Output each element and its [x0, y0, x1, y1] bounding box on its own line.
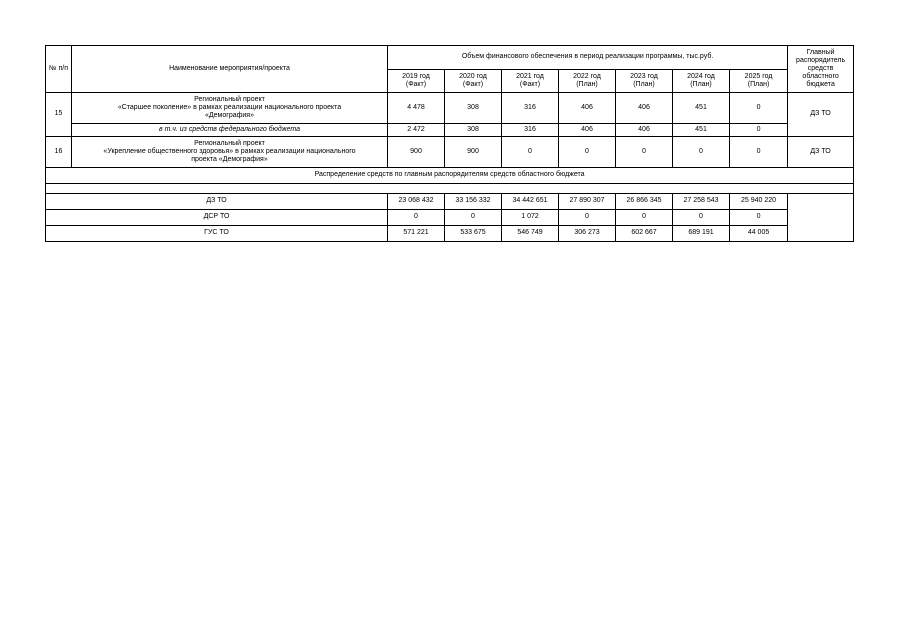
year-label: 2021 год: [516, 72, 544, 80]
value-cell: 2 472: [388, 124, 445, 137]
distribution-label: ГУС ТО: [46, 226, 388, 242]
value-cell: 571 221: [388, 226, 445, 242]
value-cell: 406: [559, 93, 616, 124]
value-cell: 602 667: [616, 226, 673, 242]
table-row: [46, 93, 854, 124]
distributor-cell: ДЗ ТО: [788, 137, 854, 168]
year-type: (План): [576, 81, 598, 88]
value-cell: 0: [673, 137, 730, 168]
year-label: 2023 год: [630, 72, 658, 80]
value-cell: 0: [730, 210, 788, 226]
value-cell: 23 068 432: [388, 194, 445, 210]
value-cell: 0: [730, 93, 788, 124]
value-cell: 900: [445, 137, 502, 168]
year-label: 2019 год: [402, 72, 430, 80]
value-cell: 900: [388, 137, 445, 168]
distribution-title: Распределение средств по главным распорядителям средств областного бюджета: [46, 168, 854, 184]
value-cell: 406: [616, 93, 673, 124]
header-distributor-line: областного: [802, 73, 839, 81]
value-cell: 34 442 651: [502, 194, 559, 210]
spacer-row: [46, 184, 854, 194]
value-cell: 27 258 543: [673, 194, 730, 210]
value-cell: 451: [673, 124, 730, 137]
header-distributor-line: распорядитель: [796, 56, 846, 64]
year-type: (Факт): [405, 81, 427, 88]
header-distributor-line: бюджета: [806, 81, 835, 89]
year-label: 2020 год: [459, 72, 487, 80]
value-cell: 406: [616, 124, 673, 137]
project-name: [72, 93, 388, 124]
value-cell: 0: [673, 210, 730, 226]
project-name-line: проекта «Демография»: [191, 156, 268, 164]
value-cell: 0: [730, 137, 788, 168]
year-label: 2022 год: [573, 72, 601, 80]
value-cell: 533 675: [445, 226, 502, 242]
table-row-sub: [46, 124, 854, 137]
distribution-empty-cell: [788, 194, 854, 242]
header-volume: Объем финансового обеспечения в период реализации программы, тыс.руб.: [388, 46, 788, 70]
value-cell: 0: [388, 210, 445, 226]
header-name: Наименование мероприятия/проекта: [72, 46, 388, 93]
value-cell: 451: [673, 93, 730, 124]
value-cell: 0: [559, 137, 616, 168]
project-name-line: Региональный проект: [194, 139, 265, 147]
header-row-1: [46, 46, 854, 70]
year-type: (Факт): [519, 81, 541, 88]
header-distributor-line: средств: [807, 64, 834, 72]
project-name-line: «Демография»: [205, 112, 254, 120]
distribution-title-row: [46, 168, 854, 184]
table-row: [46, 137, 854, 168]
distributor-cell: ДЗ ТО: [788, 93, 854, 137]
header-year: [502, 70, 559, 93]
project-name-line: «Укрепление общественного здоровья» в рамках реализации национального: [103, 147, 356, 155]
distribution-row: [46, 194, 854, 210]
value-cell: 0: [616, 210, 673, 226]
value-cell: 308: [445, 124, 502, 137]
project-name-line: Региональный проект: [194, 95, 265, 103]
sub-label: в т.ч. из средств федерального бюджета: [72, 124, 388, 137]
row-number: 16: [46, 137, 72, 168]
value-cell: 316: [502, 124, 559, 137]
year-type: (План): [633, 81, 655, 88]
value-cell: 546 749: [502, 226, 559, 242]
year-type: (Факт): [462, 81, 484, 88]
year-label: 2025 год: [744, 72, 773, 80]
distribution-label: ДЗ ТО: [46, 194, 388, 210]
header-year: [445, 70, 502, 93]
year-type: (План): [747, 81, 770, 88]
project-name-line: «Старшее поколение» в рамках реализации национального проекта: [117, 103, 342, 111]
header-year: [559, 70, 616, 93]
value-cell: 27 890 307: [559, 194, 616, 210]
value-cell: 33 156 332: [445, 194, 502, 210]
row-number: 15: [46, 93, 72, 137]
value-cell: 0: [445, 210, 502, 226]
distribution-label: ДСР ТО: [46, 210, 388, 226]
header-year: [673, 70, 730, 93]
year-label: 2024 год: [687, 72, 715, 80]
value-cell: 0: [559, 210, 616, 226]
value-cell: 0: [616, 137, 673, 168]
value-cell: 689 191: [673, 226, 730, 242]
header-year: [730, 70, 788, 93]
value-cell: 306 273: [559, 226, 616, 242]
value-cell: 406: [559, 124, 616, 137]
spacer-cell: [46, 184, 854, 194]
value-cell: 4 478: [388, 93, 445, 124]
header-year: [616, 70, 673, 93]
header-no: № п/п: [46, 46, 72, 93]
budget-table: [45, 45, 854, 242]
value-cell: 308: [445, 93, 502, 124]
distribution-row: [46, 210, 854, 226]
year-type: (План): [690, 81, 712, 88]
value-cell: 25 940 220: [730, 194, 788, 210]
value-cell: 44 005: [730, 226, 788, 242]
value-cell: 0: [730, 124, 788, 137]
header-distributor-line: Главный: [806, 48, 835, 56]
value-cell: 316: [502, 93, 559, 124]
value-cell: 0: [502, 137, 559, 168]
header-distributor: [788, 46, 854, 93]
distribution-row: [46, 226, 854, 242]
header-year: [388, 70, 445, 93]
project-name: [72, 137, 388, 168]
value-cell: 1 072: [502, 210, 559, 226]
value-cell: 26 866 345: [616, 194, 673, 210]
